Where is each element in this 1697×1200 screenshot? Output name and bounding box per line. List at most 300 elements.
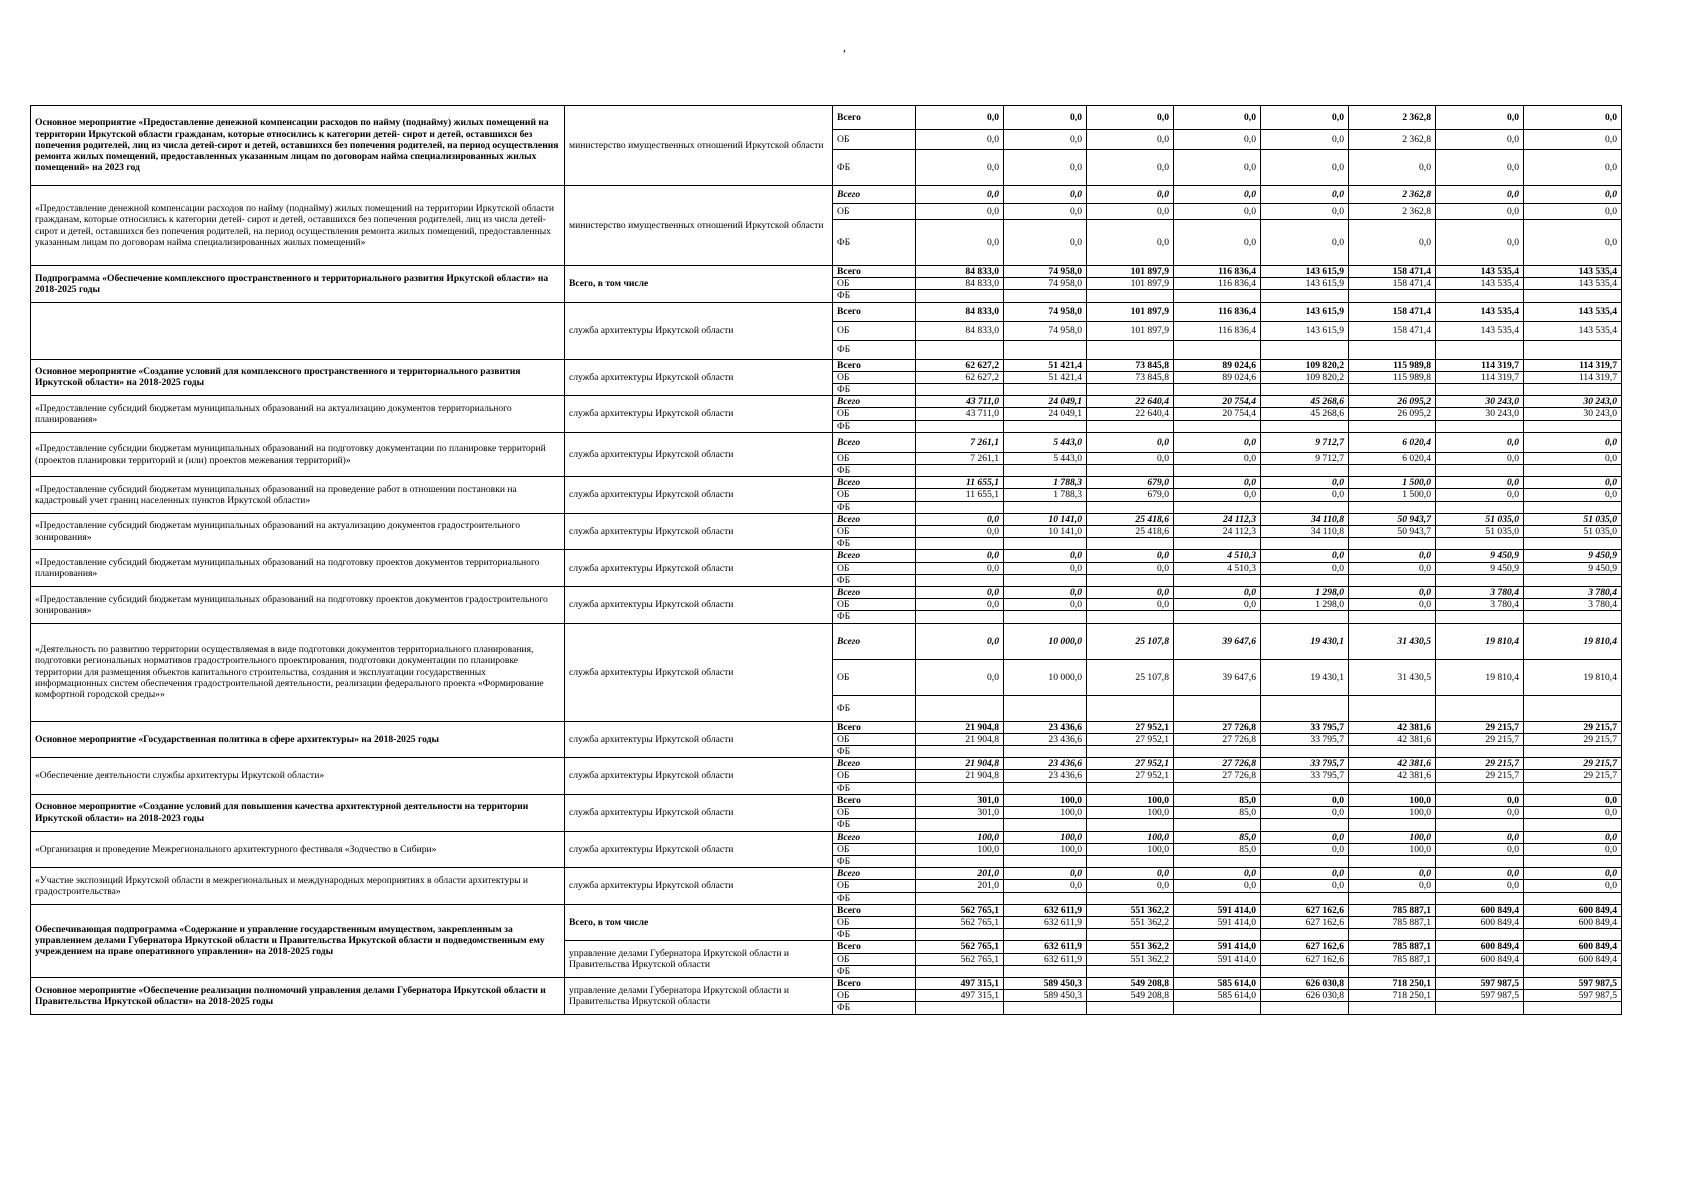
amount-cell: 19 810,4 bbox=[1436, 623, 1524, 659]
amount-cell: 42 381,6 bbox=[1349, 721, 1436, 733]
amount-cell: 0,0 bbox=[1087, 204, 1174, 220]
executor-cell: служба архитектуры Иркутской области bbox=[565, 623, 833, 721]
amount-cell bbox=[1261, 782, 1349, 794]
amount-cell bbox=[1349, 538, 1436, 550]
amount-cell: 100,0 bbox=[1349, 794, 1436, 806]
amount-cell: 3 780,4 bbox=[1524, 587, 1622, 599]
amount-cell: 84 833,0 bbox=[916, 278, 1004, 290]
executor-cell: служба архитектуры Иркутской области bbox=[565, 477, 833, 514]
activity-name: «Предоставление денежной компенсации расходов по найму (поднайму) жилых помещений на территории Иркутской области гражданам, которые относились к категории детей- сирот и детей, оставшихся без попечения родителей, лиц из числа детей-сирот и детей, оставшихся без попечения родителей, на период осуществления ремонта жилых помещений, предоставленных указанным лицам по договорам найма специализированных жилых помещений» bbox=[31, 186, 565, 266]
amount-cell bbox=[1436, 340, 1524, 359]
amount-cell bbox=[916, 929, 1004, 941]
amount-cell: 85,0 bbox=[1174, 807, 1261, 819]
amount-cell: 109 820,2 bbox=[1261, 359, 1349, 371]
amount-cell: 0,0 bbox=[1524, 150, 1622, 186]
amount-cell: 0,0 bbox=[1349, 868, 1436, 880]
amount-cell bbox=[1349, 892, 1436, 904]
activity-name: «Деятельность по развитию территории осуществляемая в виде подготовки документов территориального планирования, подготовки региональных нормативов градостроительного проектирования, подготовки документации по планировке территории для размещения объектов капитального строительства, создания и эксплуатации государственных информационных систем обеспечения градостроительной деятельности, реализации федерального проекта «Формирование комфортной городской среды»» bbox=[31, 623, 565, 721]
funding-source: ОБ bbox=[833, 807, 916, 819]
amount-cell bbox=[1261, 340, 1349, 359]
amount-cell bbox=[1524, 501, 1622, 513]
amount-cell: 114 319,7 bbox=[1524, 359, 1622, 371]
amount-cell bbox=[1087, 340, 1174, 359]
table-row bbox=[31, 513, 1622, 525]
amount-cell: 30 243,0 bbox=[1524, 396, 1622, 408]
amount-cell bbox=[1004, 465, 1087, 477]
amount-cell: 116 836,4 bbox=[1174, 278, 1261, 290]
funding-source: Всего bbox=[833, 550, 916, 562]
amount-cell bbox=[1261, 611, 1349, 623]
amount-cell: 0,0 bbox=[1004, 220, 1087, 266]
funding-source: Всего bbox=[833, 266, 916, 278]
amount-cell: 0,0 bbox=[1004, 150, 1087, 186]
amount-cell: 597 987,5 bbox=[1436, 977, 1524, 989]
amount-cell bbox=[1349, 290, 1436, 302]
amount-cell: 114 319,7 bbox=[1524, 371, 1622, 383]
funding-source: ФБ bbox=[833, 290, 916, 302]
amount-cell: 100,0 bbox=[1349, 831, 1436, 843]
amount-cell bbox=[916, 819, 1004, 831]
amount-cell bbox=[1349, 782, 1436, 794]
amount-cell: 27 952,1 bbox=[1087, 758, 1174, 770]
amount-cell: 0,0 bbox=[1524, 204, 1622, 220]
amount-cell: 6 020,4 bbox=[1349, 432, 1436, 452]
amount-cell: 0,0 bbox=[1087, 868, 1174, 880]
amount-cell bbox=[1174, 420, 1261, 432]
funding-source: Всего bbox=[833, 477, 916, 489]
amount-cell: 143 535,4 bbox=[1524, 278, 1622, 290]
amount-cell bbox=[916, 340, 1004, 359]
amount-cell: 679,0 bbox=[1087, 489, 1174, 501]
executor-cell: Всего, в том числе bbox=[565, 266, 833, 303]
funding-source: Всего bbox=[833, 794, 916, 806]
amount-cell: 785 887,1 bbox=[1349, 904, 1436, 916]
amount-cell bbox=[1004, 855, 1087, 867]
amount-cell bbox=[1004, 611, 1087, 623]
amount-cell bbox=[1087, 420, 1174, 432]
amount-cell: 597 987,5 bbox=[1524, 990, 1622, 1002]
amount-cell: 27 952,1 bbox=[1087, 770, 1174, 782]
activity-name: «Предоставление субсидий бюджетам муниципальных образований на проведение работ в отношении постановки на кадастровый учет границ населенных пунктов Иркутской области» bbox=[31, 477, 565, 514]
amount-cell: 1 500,0 bbox=[1349, 489, 1436, 501]
amount-cell: 551 362,2 bbox=[1087, 916, 1174, 928]
funding-source: ОБ bbox=[833, 204, 916, 220]
amount-cell: 27 726,8 bbox=[1174, 758, 1261, 770]
amount-cell: 143 535,4 bbox=[1436, 266, 1524, 278]
amount-cell: 626 030,8 bbox=[1261, 977, 1349, 989]
amount-cell: 51 421,4 bbox=[1004, 371, 1087, 383]
amount-cell bbox=[1524, 819, 1622, 831]
amount-cell: 27 726,8 bbox=[1174, 721, 1261, 733]
amount-cell: 0,0 bbox=[1004, 868, 1087, 880]
amount-cell bbox=[1349, 420, 1436, 432]
activity-name: Основное мероприятие «Создание условий для комплексного пространственного и территориального развития Иркутской области» на 2018-2025 годы bbox=[31, 359, 565, 396]
amount-cell: 785 887,1 bbox=[1349, 953, 1436, 965]
funding-source: Всего bbox=[833, 941, 916, 953]
amount-cell: 627 162,6 bbox=[1261, 953, 1349, 965]
amount-cell: 0,0 bbox=[1436, 794, 1524, 806]
amount-cell: 101 897,9 bbox=[1087, 266, 1174, 278]
table-row bbox=[31, 396, 1622, 408]
amount-cell: 29 215,7 bbox=[1436, 770, 1524, 782]
amount-cell: 549 208,8 bbox=[1087, 990, 1174, 1002]
amount-cell: 600 849,4 bbox=[1524, 953, 1622, 965]
funding-source: ФБ bbox=[833, 150, 916, 186]
amount-cell: 158 471,4 bbox=[1349, 321, 1436, 340]
table-row bbox=[31, 477, 1622, 489]
amount-cell bbox=[1174, 340, 1261, 359]
amount-cell: 0,0 bbox=[916, 587, 1004, 599]
amount-cell bbox=[1524, 538, 1622, 550]
table-row bbox=[31, 550, 1622, 562]
executor-cell: служба архитектуры Иркутской области bbox=[565, 359, 833, 396]
amount-cell bbox=[1349, 746, 1436, 758]
amount-cell bbox=[916, 574, 1004, 586]
amount-cell: 31 430,5 bbox=[1349, 659, 1436, 695]
funding-source: ОБ bbox=[833, 408, 916, 420]
amount-cell bbox=[1261, 574, 1349, 586]
amount-cell: 0,0 bbox=[916, 204, 1004, 220]
amount-cell: 718 250,1 bbox=[1349, 977, 1436, 989]
amount-cell: 25 418,6 bbox=[1087, 526, 1174, 538]
table-row bbox=[31, 432, 1622, 452]
amount-cell bbox=[1261, 1002, 1349, 1014]
amount-cell: 74 958,0 bbox=[1004, 278, 1087, 290]
amount-cell bbox=[1349, 340, 1436, 359]
amount-cell: 0,0 bbox=[916, 526, 1004, 538]
amount-cell: 143 615,9 bbox=[1261, 302, 1349, 321]
amount-cell: 0,0 bbox=[1524, 868, 1622, 880]
amount-cell bbox=[1004, 746, 1087, 758]
amount-cell: 89 024,6 bbox=[1174, 359, 1261, 371]
amount-cell: 0,0 bbox=[1436, 432, 1524, 452]
amount-cell bbox=[916, 892, 1004, 904]
executor-cell: служба архитектуры Иркутской области bbox=[565, 550, 833, 587]
funding-source: ОБ bbox=[833, 880, 916, 892]
amount-cell: 33 795,7 bbox=[1261, 733, 1349, 745]
amount-cell: 679,0 bbox=[1087, 477, 1174, 489]
activity-name: «Обеспечение деятельности службы архитектуры Иркутской области» bbox=[31, 758, 565, 795]
amount-cell: 1 788,3 bbox=[1004, 477, 1087, 489]
amount-cell: 0,0 bbox=[1349, 562, 1436, 574]
amount-cell: 143 535,4 bbox=[1524, 321, 1622, 340]
amount-cell: 785 887,1 bbox=[1349, 916, 1436, 928]
amount-cell bbox=[1174, 465, 1261, 477]
amount-cell bbox=[1004, 538, 1087, 550]
amount-cell bbox=[1436, 695, 1524, 721]
amount-cell: 1 298,0 bbox=[1261, 599, 1349, 611]
amount-cell bbox=[1261, 465, 1349, 477]
amount-cell bbox=[1436, 965, 1524, 977]
amount-cell bbox=[1524, 965, 1622, 977]
amount-cell: 562 765,1 bbox=[916, 904, 1004, 916]
amount-cell: 0,0 bbox=[1087, 106, 1174, 130]
amount-cell: 24 049,1 bbox=[1004, 396, 1087, 408]
amount-cell: 39 647,6 bbox=[1174, 623, 1261, 659]
amount-cell bbox=[1436, 465, 1524, 477]
amount-cell: 85,0 bbox=[1174, 843, 1261, 855]
amount-cell bbox=[1004, 892, 1087, 904]
activity-name bbox=[31, 302, 565, 359]
amount-cell: 101 897,9 bbox=[1087, 321, 1174, 340]
amount-cell: 143 615,9 bbox=[1261, 321, 1349, 340]
amount-cell bbox=[1174, 855, 1261, 867]
amount-cell bbox=[1174, 782, 1261, 794]
amount-cell: 600 849,4 bbox=[1436, 953, 1524, 965]
amount-cell: 100,0 bbox=[1004, 807, 1087, 819]
amount-cell bbox=[1524, 420, 1622, 432]
amount-cell: 19 810,4 bbox=[1436, 659, 1524, 695]
amount-cell: 4 510,3 bbox=[1174, 550, 1261, 562]
amount-cell: 143 535,4 bbox=[1436, 321, 1524, 340]
amount-cell: 3 780,4 bbox=[1436, 599, 1524, 611]
amount-cell: 597 987,5 bbox=[1524, 977, 1622, 989]
amount-cell: 30 243,0 bbox=[1436, 408, 1524, 420]
activity-name: «Предоставление субсидии бюджетам муниципальных образований на подготовку документации по планировке территорий (проектов планировки территорий и (или) проектов межевания территорий)» bbox=[31, 432, 565, 476]
funding-source: Всего bbox=[833, 831, 916, 843]
amount-cell: 0,0 bbox=[1349, 220, 1436, 266]
amount-cell bbox=[1436, 384, 1524, 396]
amount-cell: 589 450,3 bbox=[1004, 977, 1087, 989]
amount-cell: 562 765,1 bbox=[916, 953, 1004, 965]
amount-cell: 0,0 bbox=[1087, 562, 1174, 574]
funding-source: Всего bbox=[833, 432, 916, 452]
amount-cell: 0,0 bbox=[1174, 186, 1261, 204]
executor-cell: служба архитектуры Иркутской области bbox=[565, 432, 833, 476]
amount-cell bbox=[1436, 290, 1524, 302]
funding-source: ОБ bbox=[833, 371, 916, 383]
funding-source: ФБ bbox=[833, 574, 916, 586]
amount-cell: 301,0 bbox=[916, 807, 1004, 819]
amount-cell: 632 611,9 bbox=[1004, 916, 1087, 928]
amount-cell: 632 611,9 bbox=[1004, 941, 1087, 953]
amount-cell: 0,0 bbox=[1524, 106, 1622, 130]
executor-cell: служба архитектуры Иркутской области bbox=[565, 831, 833, 868]
amount-cell: 26 095,2 bbox=[1349, 396, 1436, 408]
amount-cell: 85,0 bbox=[1174, 794, 1261, 806]
funding-source: ОБ bbox=[833, 770, 916, 782]
amount-cell: 29 215,7 bbox=[1436, 758, 1524, 770]
amount-cell: 51 035,0 bbox=[1436, 513, 1524, 525]
amount-cell: 20 754,4 bbox=[1174, 408, 1261, 420]
executor-cell: служба архитектуры Иркутской области bbox=[565, 513, 833, 550]
funding-source: ФБ bbox=[833, 746, 916, 758]
amount-cell: 1 788,3 bbox=[1004, 489, 1087, 501]
amount-cell: 3 780,4 bbox=[1524, 599, 1622, 611]
amount-cell: 100,0 bbox=[1004, 843, 1087, 855]
amount-cell bbox=[1004, 695, 1087, 721]
amount-cell: 24 049,1 bbox=[1004, 408, 1087, 420]
activity-name: Основное мероприятие «Создание условий для повышения качества архитектурной деятельности на территории Иркутской области» на 2018-2023 годы bbox=[31, 794, 565, 831]
amount-cell: 100,0 bbox=[1087, 831, 1174, 843]
activity-name: Основное мероприятие «Обеспечение реализации полномочий управления делами Губернатора Иркутской области и Правительства Иркутской области» на 2018-2025 годы bbox=[31, 977, 565, 1014]
amount-cell: 0,0 bbox=[1004, 880, 1087, 892]
amount-cell: 0,0 bbox=[1436, 220, 1524, 266]
amount-cell: 626 030,8 bbox=[1261, 990, 1349, 1002]
amount-cell bbox=[1436, 746, 1524, 758]
amount-cell bbox=[1004, 340, 1087, 359]
amount-cell: 0,0 bbox=[1087, 186, 1174, 204]
amount-cell: 23 436,6 bbox=[1004, 770, 1087, 782]
table-row bbox=[31, 587, 1622, 599]
amount-cell: 0,0 bbox=[1436, 489, 1524, 501]
amount-cell bbox=[1524, 340, 1622, 359]
amount-cell bbox=[916, 611, 1004, 623]
amount-cell: 0,0 bbox=[1349, 880, 1436, 892]
amount-cell bbox=[1174, 538, 1261, 550]
amount-cell: 21 904,8 bbox=[916, 770, 1004, 782]
amount-cell: 0,0 bbox=[916, 106, 1004, 130]
amount-cell: 33 795,7 bbox=[1261, 721, 1349, 733]
amount-cell: 0,0 bbox=[1436, 831, 1524, 843]
activity-name: «Организация и проведение Межрегионального архитектурного фестиваля «Зодчество в Сибири» bbox=[31, 831, 565, 868]
amount-cell: 591 414,0 bbox=[1174, 941, 1261, 953]
amount-cell bbox=[1004, 384, 1087, 396]
amount-cell bbox=[1087, 892, 1174, 904]
amount-cell: 100,0 bbox=[1004, 794, 1087, 806]
funding-source: ФБ bbox=[833, 465, 916, 477]
activity-name: «Предоставление субсидий бюджетам муниципальных образований на актуализацию документов градостроительного зонирования» bbox=[31, 513, 565, 550]
funding-source: ФБ bbox=[833, 220, 916, 266]
amount-cell: 0,0 bbox=[1261, 489, 1349, 501]
funding-source: ФБ bbox=[833, 819, 916, 831]
funding-source: ОБ bbox=[833, 659, 916, 695]
amount-cell: 0,0 bbox=[1261, 843, 1349, 855]
amount-cell: 84 833,0 bbox=[916, 321, 1004, 340]
amount-cell: 5 443,0 bbox=[1004, 452, 1087, 464]
amount-cell bbox=[1087, 965, 1174, 977]
amount-cell bbox=[1524, 384, 1622, 396]
executor-cell: служба архитектуры Иркутской области bbox=[565, 302, 833, 359]
amount-cell: 5 443,0 bbox=[1004, 432, 1087, 452]
amount-cell bbox=[1349, 695, 1436, 721]
amount-cell: 0,0 bbox=[1524, 807, 1622, 819]
table-row bbox=[31, 868, 1622, 880]
amount-cell bbox=[1174, 384, 1261, 396]
amount-cell bbox=[1087, 855, 1174, 867]
amount-cell: 0,0 bbox=[1261, 880, 1349, 892]
amount-cell: 101 897,9 bbox=[1087, 278, 1174, 290]
table-row bbox=[31, 831, 1622, 843]
table-row bbox=[31, 359, 1622, 371]
amount-cell: 22 640,4 bbox=[1087, 408, 1174, 420]
amount-cell bbox=[1349, 574, 1436, 586]
amount-cell: 0,0 bbox=[1087, 130, 1174, 150]
amount-cell: 25 107,8 bbox=[1087, 623, 1174, 659]
table-row bbox=[31, 302, 1622, 321]
executor-cell: служба архитектуры Иркутской области bbox=[565, 868, 833, 905]
amount-cell: 2 362,8 bbox=[1349, 186, 1436, 204]
amount-cell: 0,0 bbox=[916, 513, 1004, 525]
amount-cell: 114 319,7 bbox=[1436, 371, 1524, 383]
activity-name: Подпрограмма «Обеспечение комплексного пространственного и территориального развития Иркутской области» на 2018-2025 годы bbox=[31, 266, 565, 303]
amount-cell: 34 110,8 bbox=[1261, 526, 1349, 538]
amount-cell: 29 215,7 bbox=[1524, 721, 1622, 733]
amount-cell bbox=[1349, 611, 1436, 623]
amount-cell: 0,0 bbox=[1174, 599, 1261, 611]
amount-cell bbox=[916, 538, 1004, 550]
amount-cell: 29 215,7 bbox=[1436, 721, 1524, 733]
amount-cell: 0,0 bbox=[1436, 868, 1524, 880]
activity-name: Обеспечивающая подпрограмма «Содержание и управление государственным имуществом, закрепленным за управлением делами Губернатора Иркутской области и Правительства Иркутской области и подведомственным ему учреждением на праве оперативного управления» на 2018-2025 годы bbox=[31, 904, 565, 977]
amount-cell: 27 952,1 bbox=[1087, 733, 1174, 745]
activity-name: «Предоставление субсидий бюджетам муниципальных образований на актуализацию документов территориального планирования» bbox=[31, 396, 565, 433]
amount-cell: 10 141,0 bbox=[1004, 513, 1087, 525]
amount-cell: 0,0 bbox=[1004, 204, 1087, 220]
amount-cell: 21 904,8 bbox=[916, 758, 1004, 770]
amount-cell bbox=[1174, 290, 1261, 302]
activity-name: «Предоставление субсидий бюджетам муниципальных образований на подготовку проектов документов градостроительного зонирования» bbox=[31, 587, 565, 624]
amount-cell: 23 436,6 bbox=[1004, 758, 1087, 770]
funding-source: ФБ bbox=[833, 1002, 916, 1014]
amount-cell: 21 904,8 bbox=[916, 721, 1004, 733]
amount-cell: 591 414,0 bbox=[1174, 916, 1261, 928]
amount-cell bbox=[916, 965, 1004, 977]
funding-source: ФБ bbox=[833, 855, 916, 867]
amount-cell: 21 904,8 bbox=[916, 733, 1004, 745]
amount-cell bbox=[1524, 695, 1622, 721]
funding-source: Всего bbox=[833, 396, 916, 408]
amount-cell bbox=[1349, 384, 1436, 396]
amount-cell: 0,0 bbox=[1087, 220, 1174, 266]
amount-cell bbox=[1524, 1002, 1622, 1014]
amount-cell: 31 430,5 bbox=[1349, 623, 1436, 659]
amount-cell: 50 943,7 bbox=[1349, 526, 1436, 538]
amount-cell bbox=[1349, 501, 1436, 513]
amount-cell: 551 362,2 bbox=[1087, 941, 1174, 953]
amount-cell bbox=[1261, 746, 1349, 758]
amount-cell: 0,0 bbox=[1524, 130, 1622, 150]
amount-cell bbox=[1004, 574, 1087, 586]
table-row bbox=[31, 794, 1622, 806]
funding-source: ФБ bbox=[833, 695, 916, 721]
amount-cell: 6 020,4 bbox=[1349, 452, 1436, 464]
amount-cell: 201,0 bbox=[916, 880, 1004, 892]
amount-cell bbox=[1174, 1002, 1261, 1014]
amount-cell: 1 298,0 bbox=[1261, 587, 1349, 599]
executor-cell: министерство имущественных отношений Иркутской области bbox=[565, 106, 833, 186]
amount-cell: 600 849,4 bbox=[1524, 916, 1622, 928]
executor-cell: Всего, в том числе bbox=[565, 904, 833, 941]
amount-cell: 22 640,4 bbox=[1087, 396, 1174, 408]
amount-cell bbox=[1004, 420, 1087, 432]
amount-cell bbox=[1261, 384, 1349, 396]
amount-cell bbox=[916, 384, 1004, 396]
amount-cell: 11 655,1 bbox=[916, 489, 1004, 501]
activity-name: «Предоставление субсидий бюджетам муниципальных образований на подготовку проектов документов территориального планирования» bbox=[31, 550, 565, 587]
amount-cell: 0,0 bbox=[1436, 150, 1524, 186]
amount-cell: 158 471,4 bbox=[1349, 266, 1436, 278]
amount-cell: 89 024,6 bbox=[1174, 371, 1261, 383]
amount-cell: 45 268,6 bbox=[1261, 408, 1349, 420]
amount-cell: 585 614,0 bbox=[1174, 977, 1261, 989]
amount-cell: 0,0 bbox=[1087, 550, 1174, 562]
amount-cell: 29 215,7 bbox=[1436, 733, 1524, 745]
amount-cell: 11 655,1 bbox=[916, 477, 1004, 489]
amount-cell: 562 765,1 bbox=[916, 941, 1004, 953]
amount-cell bbox=[1087, 384, 1174, 396]
amount-cell: 2 362,8 bbox=[1349, 106, 1436, 130]
funding-source: ОБ bbox=[833, 916, 916, 928]
amount-cell bbox=[1087, 465, 1174, 477]
amount-cell bbox=[1087, 929, 1174, 941]
amount-cell: 7 261,1 bbox=[916, 432, 1004, 452]
funding-source: ФБ bbox=[833, 501, 916, 513]
amount-cell: 0,0 bbox=[1261, 794, 1349, 806]
amount-cell: 0,0 bbox=[1524, 794, 1622, 806]
amount-cell: 74 958,0 bbox=[1004, 321, 1087, 340]
amount-cell bbox=[1174, 746, 1261, 758]
